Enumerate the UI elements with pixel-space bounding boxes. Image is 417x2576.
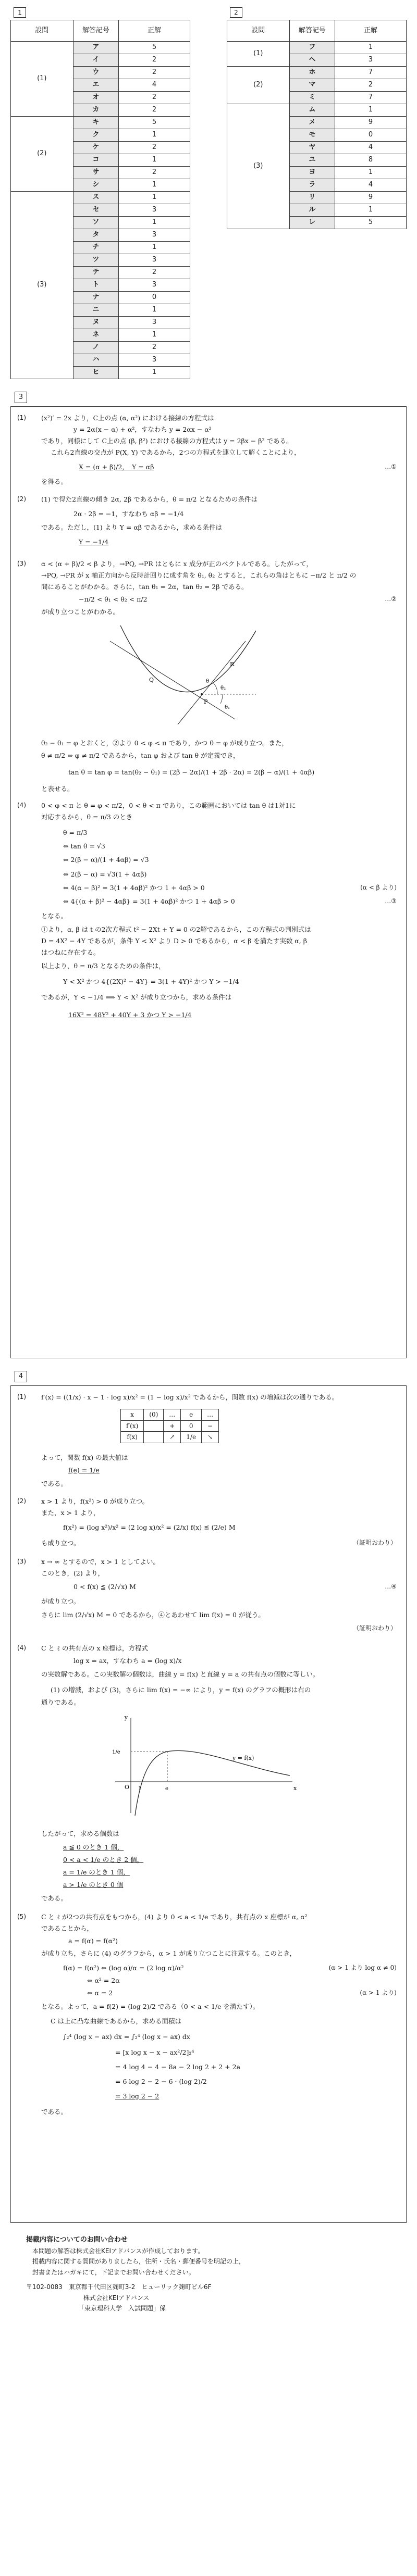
- correct-value: 1: [119, 367, 190, 379]
- answer-symbol: タ: [73, 229, 119, 242]
- s4-p5-line: C と ℓ が2つの共有点をもつから，(4) より 0 < a < 1/e であり，共有点の x 座標が α, α²: [41, 1913, 308, 1921]
- s3-p4-line: ⇔ 4(α − β)² = 3(1 + 4αβ)² かつ 1 + 4αβ > 0: [63, 884, 205, 892]
- section-4-number: 4: [15, 1371, 27, 1382]
- answer-symbol: サ: [73, 167, 119, 179]
- correct-value: 7: [335, 92, 407, 104]
- answer-symbol: ニ: [73, 304, 119, 317]
- label-theta2: θ₂: [220, 685, 226, 691]
- contact-heading: 掲載内容についてのお問い合わせ: [26, 2236, 128, 2244]
- answer-symbol: コ: [73, 154, 119, 167]
- angle-arc-theta1: [220, 694, 223, 704]
- inc-table-cell: …: [202, 1409, 219, 1421]
- header-question: 設問: [227, 20, 290, 42]
- correct-value: 1: [335, 167, 407, 179]
- answer-symbol: ヨ: [289, 167, 335, 179]
- correct-value: 5: [119, 117, 190, 129]
- correct-value: 7: [335, 67, 407, 79]
- s4-p2-line: x > 1 より，f(x²) > 0 が成り立つ。: [41, 1497, 149, 1505]
- graph-one: 1: [138, 1786, 142, 1792]
- s4-p5-integral: = 6 log 2 − 2 − 6 · (log 2)/2: [115, 2078, 207, 2085]
- table-row: [11, 42, 190, 54]
- answer-symbol: チ: [73, 242, 119, 254]
- header-correct: 正解: [335, 20, 407, 42]
- inc-table-cell: 1/e: [181, 1432, 202, 1443]
- fx-graph: [110, 1714, 298, 1818]
- graph-inv-e: 1/e: [112, 1749, 120, 1755]
- s4-p1-line: である。: [41, 1480, 68, 1487]
- s3-p3-after: と表せる。: [41, 785, 74, 793]
- s3-p4-line: ⇔ tan θ = √3: [63, 842, 105, 850]
- increase-decrease-table: [120, 1409, 219, 1443]
- s4-p4-label: (4): [17, 1644, 26, 1652]
- answer-symbol: リ: [289, 192, 335, 204]
- s4-p5-line: となる。よって，a = f(2) = (log 2)/2 である（0 < a < 1/e を満たす）。: [41, 2003, 260, 2010]
- label-theta: θ: [206, 679, 210, 684]
- correct-value: 1: [119, 154, 190, 167]
- s3-p3-line: が成り立つことがわかる。: [41, 608, 120, 616]
- answer-symbol: ス: [73, 192, 119, 204]
- answer-symbol: キ: [73, 117, 119, 129]
- answer-page: [10, 0, 407, 2314]
- s3-p3-line: α < (α + β)/2 < β より，→PQ, →PR はともに x 成分が正のベクトルである。したがって，: [41, 560, 313, 568]
- answer-tables: [10, 7, 407, 379]
- correct-value: 2: [119, 104, 190, 117]
- s4-p3-label: (3): [17, 1558, 26, 1565]
- table-row: [11, 192, 190, 204]
- inc-table-cell: (0): [144, 1409, 164, 1421]
- s3-p1-tag: …①: [385, 463, 397, 470]
- inc-table-cell: e: [181, 1409, 202, 1421]
- correct-value: 3: [119, 254, 190, 267]
- question-group-label: (1): [11, 42, 73, 117]
- s3-p4-line: D = 4X² − 4Y であるが，条件 Y < X² より D > 0 であるから，α < β を満たす実数 α, β: [41, 937, 307, 945]
- s4-p4-line: である。: [41, 1894, 68, 1902]
- s3-p4-line: ①より，α, β は t の2次方程式 t² − 2Xt + Y = 0 の2解であるから，この方程式の判別式は: [41, 926, 311, 933]
- correct-value: 2: [335, 79, 407, 92]
- correct-value: 5: [335, 217, 407, 229]
- question-group-label: (3): [11, 192, 73, 379]
- s4-p2-line: f(x²) = (log x²)/x² = (2 log x)/x² = (2/x) f(x) ≦ (2/e) M: [63, 1523, 236, 1531]
- s3-p4-tag: …③: [385, 897, 397, 905]
- question-group-label: (2): [11, 117, 73, 192]
- correct-value: 5: [119, 42, 190, 54]
- contact-postal: 〒102-0083 東京都千代田区麹町3-2 ヒューリック麹町ビル6F: [26, 2283, 212, 2291]
- parabola-curve: [120, 626, 256, 692]
- answer-symbol: イ: [73, 54, 119, 67]
- inc-table-row: [121, 1432, 219, 1443]
- correct-value: 8: [335, 154, 407, 167]
- answer-symbol: ヘ: [289, 54, 335, 67]
- s4-p3-line: このとき，(2) より，: [41, 1569, 105, 1577]
- question-group-label: (3): [227, 104, 290, 229]
- answer-symbol: ツ: [73, 254, 119, 267]
- answer-symbol: テ: [73, 267, 119, 279]
- s4-p5-line: であることから，: [41, 1924, 94, 1932]
- correct-value: 4: [335, 179, 407, 192]
- s3-p2-line: (1) で得た2直線の傾き 2α, 2β であるから，θ = π/2 となるための条件は: [41, 495, 257, 503]
- label-r: R: [230, 661, 235, 668]
- s3-p4-line: ⇔ 2(β − α)/(1 + 4αβ) = √3: [63, 856, 149, 864]
- inc-table-cell: x: [121, 1409, 144, 1421]
- s4-p5-integral: ∫₂⁴ (log x − ax) dx = ∫₂⁴ (log x − ax) dx: [63, 2033, 190, 2041]
- contact-line: 封書またはハガキにて，下記までお問い合わせください。: [32, 2268, 195, 2276]
- correct-value: 2: [119, 92, 190, 104]
- section-3-number: 3: [15, 392, 27, 403]
- fx-curve: [135, 1750, 290, 1816]
- s3-p4-line: はつねに存在する。: [41, 948, 100, 956]
- inc-table-row: [121, 1420, 219, 1432]
- s4-p5-label: (5): [17, 1913, 26, 1920]
- answer-symbol: ヒ: [73, 367, 119, 379]
- correct-value: 2: [119, 342, 190, 354]
- s3-p3-line: →PQ, →PR が x 軸正方向から反時計回りに成す角を θ₁, θ₂ とすると，これらの角はともに −π/2 と π/2 の: [41, 571, 357, 579]
- answer-symbol: ノ: [73, 342, 119, 354]
- answer-symbol: シ: [73, 179, 119, 192]
- parabola-tangent-figure: [100, 620, 266, 730]
- question-group-label: (1): [227, 42, 290, 67]
- answer-symbol: ヌ: [73, 317, 119, 329]
- correct-value: 2: [119, 67, 190, 79]
- correct-value: 1: [119, 179, 190, 192]
- s4-p3-line: が成り立つ。: [41, 1597, 80, 1605]
- s3-p4-line: 対応するから，θ = π/3 のとき: [41, 813, 133, 821]
- s4-p4-line: C と ℓ の共有点の x 座標は，方程式: [41, 1644, 148, 1652]
- correct-value: 0: [335, 129, 407, 142]
- answer-symbol: ソ: [73, 217, 119, 229]
- s4-p4-line: 通りである。: [41, 1698, 81, 1706]
- answer-table-2: [227, 20, 407, 229]
- correct-value: 1: [335, 42, 407, 54]
- correct-value: 1: [119, 304, 190, 317]
- s4-p5-result: = 3 log 2 − 2: [115, 2092, 160, 2100]
- contact-dept: 「東京理科大学 入試問題」係: [78, 2305, 166, 2312]
- correct-value: 0: [119, 292, 190, 304]
- correct-value: 2: [119, 142, 190, 154]
- s3-p4-label: (4): [17, 802, 26, 809]
- s4-p2-proof-end: （証明おわり）: [352, 1539, 397, 1546]
- answer-symbol: ハ: [73, 354, 119, 367]
- correct-value: 1: [119, 242, 190, 254]
- correct-value: 1: [335, 204, 407, 217]
- s3-p4-line: Y < X² かつ 4{(2X)² − 4Y} = 3(1 + 4Y)² かつ Y > −1/4: [63, 978, 239, 985]
- s4-p1-line: よって，関数 f(x) の最大値は: [41, 1454, 128, 1461]
- inc-table-cell: −: [202, 1420, 219, 1432]
- inc-table-cell: [144, 1432, 164, 1443]
- correct-value: 1: [119, 329, 190, 342]
- answer-symbol: ル: [289, 204, 335, 217]
- s4-p5-line: f(α) = f(α²) ⇔ (log α)/α = (2 log α)/α²: [63, 1964, 184, 1972]
- section-3-solution: [10, 406, 407, 1358]
- s4-p3-tag: …④: [385, 1583, 397, 1590]
- correct-value: 9: [335, 117, 407, 129]
- correct-value: 3: [119, 317, 190, 329]
- s4-p5-tag-b: (α > 1 より): [360, 1989, 397, 1996]
- s3-p2-line: 2α · 2β = −1，すなわち αβ = −1/4: [73, 510, 184, 518]
- contact-info: [26, 2234, 407, 2314]
- answer-symbol: セ: [73, 204, 119, 217]
- inc-table-cell: f(x): [121, 1432, 144, 1443]
- s3-p4-line: 以上より，θ = π/3 となるための条件は，: [41, 962, 165, 970]
- s4-p5-line: a = f(α) = f(α²): [68, 1937, 118, 1945]
- s3-p4-line: となる。: [41, 912, 68, 920]
- graph-x-label: x: [293, 1785, 297, 1792]
- answer-symbol: ク: [73, 129, 119, 142]
- contact-company: 株式会社KEIアドバンス: [83, 2294, 150, 2302]
- answer-symbol: ム: [289, 104, 335, 117]
- correct-value: 3: [335, 54, 407, 67]
- answer-symbol: エ: [73, 79, 119, 92]
- s4-p4-line: の実数解である。この実数解の個数は，曲線 y = f(x) と直線 y = a の共有点の個数に等しい。: [41, 1670, 320, 1678]
- s3-p3-label: (3): [17, 560, 26, 567]
- correct-value: 4: [119, 79, 190, 92]
- correct-value: 1: [119, 217, 190, 229]
- answer-symbol: ネ: [73, 329, 119, 342]
- correct-value: 3: [119, 204, 190, 217]
- answer-symbol: ト: [73, 279, 119, 292]
- correct-value: 1: [119, 129, 190, 142]
- header-answer-symbol: 解答記号: [73, 20, 119, 42]
- inc-table-cell: f′(x): [121, 1420, 144, 1432]
- s3-p1-line: y = 2α(x − α) + α²，すなわち y = 2αx − α²: [73, 426, 212, 433]
- table-1-wrap: [10, 7, 190, 379]
- s4-p3-line: さらに lim (2/√x) M = 0 であるから，④とあわせて lim f(x) = 0 が従う。: [41, 1611, 265, 1619]
- correct-value: 2: [119, 167, 190, 179]
- s3-p3-after: θ₂ − θ₁ = φ とおくと，②より 0 < φ < π であり，かつ θ = φ が成り立つ。また，: [41, 739, 288, 747]
- correct-value: 3: [119, 279, 190, 292]
- table-2-wrap: [227, 7, 407, 379]
- correct-value: 1: [335, 104, 407, 117]
- s4-p4-count: a > 1/e のとき 0 個: [63, 1881, 124, 1889]
- s3-p3-ineq: −π/2 < θ₁ < θ₂ < π/2: [79, 595, 148, 603]
- s3-p3-line: 間にあることがわかる。さらに，tan θ₁ = 2α，tan θ₂ = 2β である。: [41, 583, 248, 591]
- s4-p3-line: x → ∞ とするので，x > 1 としてよい。: [41, 1558, 160, 1566]
- s4-p1-line: f′(x) = ((1/x) · x − 1 · log x)/x² = (1 − log x)/x² であるから，関数 f(x) の増減は次の通りである。: [41, 1393, 339, 1401]
- graph-e: e: [165, 1786, 168, 1792]
- inc-table-cell: +: [164, 1420, 181, 1432]
- tangent-line-r: [178, 641, 246, 724]
- s3-p4-line: 0 < φ < π と θ = φ < π/2，0 < θ < π であり，この範囲においては tan θ は1対1に: [41, 802, 296, 809]
- inc-table-row: [121, 1409, 219, 1421]
- s3-p3-tan-formula: tan θ = tan φ = tan(θ₂ − θ₁) = (2β − 2α)/(1 + 2β · 2α) = 2(β − α)/(1 + 4αβ): [68, 768, 315, 776]
- contact-line: 掲載内容に関する質問がありましたら，住所・氏名・郵便番号を明記の上，: [32, 2258, 246, 2266]
- table-2-number: 2: [230, 7, 242, 18]
- s4-p4-line: (1) の増減，および (3)，さらに lim f(x) = −∞ により，y = f(x) のグラフの概形は右の: [51, 1686, 311, 1694]
- answer-symbol: ユ: [289, 154, 335, 167]
- s3-p2-line: である。ただし，(1) より Y = αβ であるから，求める条件は: [41, 523, 222, 531]
- s3-p1-line: (x²)′ = 2x より，C上の点 (α, α²) における接線の方程式は: [41, 414, 214, 422]
- inc-table-cell: …: [164, 1409, 181, 1421]
- answer-symbol: ナ: [73, 292, 119, 304]
- table-row: [227, 67, 407, 79]
- answer-symbol: カ: [73, 104, 119, 117]
- answer-table-1: [10, 20, 190, 379]
- correct-value: 3: [119, 354, 190, 367]
- s3-p4-line: であるが，Y < −1/4 ⟹ Y < X² が成り立つから，求める条件は: [41, 993, 232, 1001]
- answer-symbol: レ: [289, 217, 335, 229]
- s4-p4-count: a = 1/e のとき 1 個，: [63, 1868, 130, 1876]
- s3-p1-line: であり，同様にして C上の点 (β, β²) における接線の方程式は y = 2βx − β² である。: [41, 437, 293, 445]
- s4-p4-count: 0 < a < 1/e のとき 2 個，: [63, 1856, 144, 1864]
- contact-line: 本問題の解答は株式会社KEIアドバンスが作成しております。: [32, 2247, 204, 2255]
- s4-p4-line: log x = ax，すなわち a = (log x)/x: [73, 1657, 182, 1665]
- inc-table-cell: [144, 1420, 164, 1432]
- label-q: Q: [149, 677, 154, 683]
- question-group-label: (2): [227, 67, 290, 104]
- s3-p4-result: 16X² = 48Y² + 40Y + 3 かつ Y > −1/4: [68, 1011, 192, 1019]
- answer-symbol: メ: [289, 117, 335, 129]
- graph-origin: O: [125, 1784, 130, 1791]
- label-theta1: θ₁: [225, 705, 230, 710]
- s3-p1-line: これら2直線の交点が P(X, Y) であるから，2つの方程式を連立して解くことにより，: [51, 448, 301, 456]
- table-row: [227, 104, 407, 117]
- header-correct: 正解: [119, 20, 190, 42]
- s3-p1-result: X = (α + β)/2， Y = αβ: [79, 463, 154, 471]
- s3-p2-result: Y = −1/4: [79, 538, 109, 546]
- correct-value: 3: [119, 229, 190, 242]
- s4-p1-result: f(e) = 1/e: [68, 1466, 100, 1474]
- graph-y-label: y: [124, 1714, 128, 1721]
- correct-value: 1: [119, 192, 190, 204]
- s4-p4-count: a ≦ 0 のとき 1 個，: [63, 1843, 124, 1851]
- table-row: [227, 42, 407, 54]
- section-4-solution: [10, 1385, 407, 2223]
- answer-symbol: モ: [289, 129, 335, 142]
- answer-symbol: フ: [289, 42, 335, 54]
- angle-arc-theta2: [213, 683, 217, 694]
- correct-value: 9: [335, 192, 407, 204]
- header-question: 設問: [11, 20, 73, 42]
- point-p: [201, 693, 203, 695]
- answer-symbol: ケ: [73, 142, 119, 154]
- s4-p3-line: 0 < f(x) ≦ (2/√x) M: [73, 1583, 136, 1591]
- s3-p4-line: ⇔ 2(β − α) = √3(1 + 4αβ): [63, 870, 147, 878]
- answer-symbol: ホ: [289, 67, 335, 79]
- s4-p5-line: が成り立ち，さらに (4) のグラフから，α > 1 が成り立つことに注意する。このとき，: [41, 1949, 296, 1957]
- s3-p4-line: θ = π/3: [63, 829, 88, 836]
- s3-p3-tag: …②: [385, 595, 397, 603]
- correct-value: 4: [335, 142, 407, 154]
- answer-symbol: ア: [73, 42, 119, 54]
- s4-p2-label: (2): [17, 1497, 26, 1505]
- table-row: [11, 117, 190, 129]
- inc-table-cell: 0: [181, 1420, 202, 1432]
- answer-symbol: ミ: [289, 92, 335, 104]
- s3-p1-line: を得る。: [41, 478, 68, 485]
- s4-p1-label: (1): [17, 1393, 26, 1400]
- s4-p5-tag-a: (α > 1 より log α ≠ 0): [328, 1964, 397, 1971]
- s4-p5-integral: = [x log x − x − ax²/2]₂⁴: [115, 2048, 194, 2056]
- s4-p5-line: C は上に凸な曲線であるから，求める面積は: [51, 2017, 182, 2025]
- s3-p3-after: θ ≠ π/2 ⇔ φ ≠ π/2 であるから，tan φ および tan θ が定義でき，: [41, 752, 240, 759]
- s3-p2-label: (2): [17, 495, 26, 503]
- s3-p1-label: (1): [17, 414, 26, 421]
- correct-value: 2: [119, 54, 190, 67]
- s3-p4-range-tag: (α < β より): [360, 884, 397, 891]
- header-answer-symbol: 解答記号: [289, 20, 335, 42]
- label-p: P: [204, 698, 208, 705]
- s4-p5-line: である。: [41, 2108, 68, 2116]
- s4-p5-integral: = 4 log 4 − 4 − 8a − 2 log 2 + 2 + 2a: [115, 2063, 241, 2071]
- correct-value: 2: [119, 267, 190, 279]
- s4-p3-proof-end: （証明おわり）: [352, 1624, 397, 1632]
- s4-p2-line: また，x > 1 より，: [41, 1509, 100, 1517]
- answer-symbol: ウ: [73, 67, 119, 79]
- s4-p5-line: ⇔ α = 2: [87, 1989, 113, 1997]
- table-1-number: 1: [14, 7, 26, 18]
- s4-p5-line: ⇔ α² = 2α: [87, 1977, 120, 1984]
- inc-table-cell: ↘: [202, 1432, 219, 1443]
- answer-symbol: マ: [289, 79, 335, 92]
- answer-symbol: ヤ: [289, 142, 335, 154]
- s4-p4-line: したがって，求める個数は: [41, 1830, 119, 1837]
- answer-symbol: オ: [73, 92, 119, 104]
- s3-p4-line: ⇔ 4{(α + β)² − 4αβ} = 3(1 + 4αβ)² かつ 1 + 4αβ > 0: [63, 897, 235, 905]
- s4-p2-line: も成り立つ。: [41, 1539, 80, 1547]
- inc-table-cell: ↗: [164, 1432, 181, 1443]
- answer-symbol: ラ: [289, 179, 335, 192]
- graph-curve-label: y = f(x): [232, 1755, 254, 1761]
